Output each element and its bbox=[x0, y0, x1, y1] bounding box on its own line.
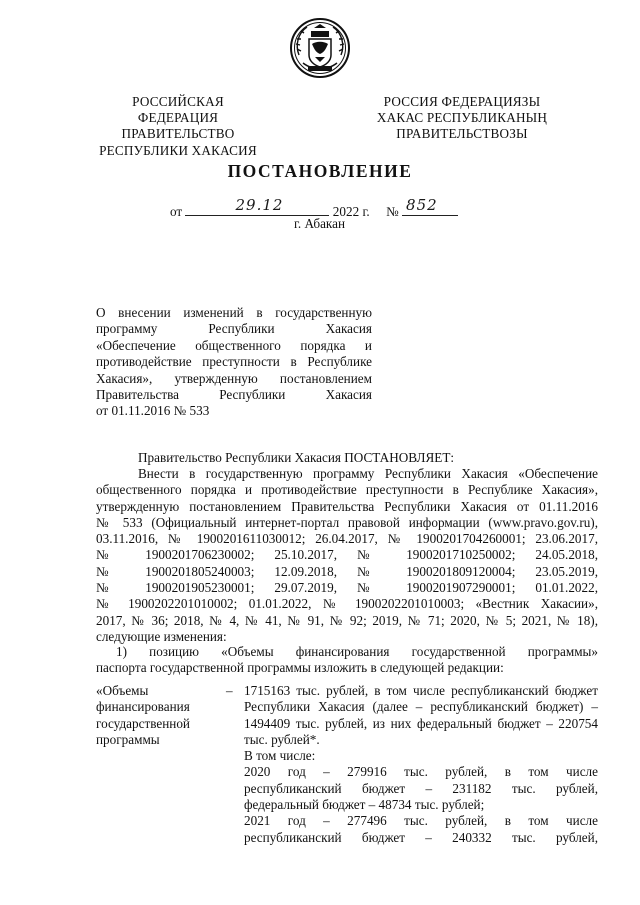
date-year: 2022 г. bbox=[332, 204, 370, 219]
table-value-line: 1494409 тыс. рублей, из них федеральный бюджет – 220754 bbox=[244, 715, 598, 731]
main-line: 2017, № 36; 2018, № 4, № 41, № 91, № 92; 2019, № 71; 2020, № 5; 2021, № 18), bbox=[96, 612, 598, 628]
table-label-cell bbox=[96, 683, 236, 748]
table-value-line: 2020 год – 279916 тыс. рублей, в том числе bbox=[244, 764, 598, 780]
item-paragraph bbox=[96, 644, 598, 677]
table-dash: – bbox=[226, 683, 233, 698]
item-line: паспорта государственной программы изложить в следующей редакции: bbox=[96, 660, 504, 676]
header-left-line: РОССИЙСКАЯ ФЕДЕРАЦИЯ bbox=[132, 94, 224, 126]
subject-line: Правительства Республики Хакасия bbox=[96, 387, 372, 403]
handwritten-date: 29.12 bbox=[235, 196, 284, 214]
table-value-line: федеральный бюджет – 48734 тыс. рублей; bbox=[244, 797, 485, 813]
table-value-cell bbox=[244, 683, 598, 846]
header-right-line: ХАКАС РЕСПУБЛИКАНЫҢ bbox=[376, 110, 548, 126]
header-left-line: РЕСПУБЛИКИ ХАКАСИЯ bbox=[99, 142, 257, 158]
subject-block bbox=[96, 305, 372, 420]
date-blank bbox=[185, 196, 329, 216]
table-label-line: финансирования bbox=[96, 699, 190, 715]
table-value-line: В том числе: bbox=[244, 748, 316, 764]
header-right-line: ПРАВИТЕЛЬСТВОЗЫ bbox=[396, 126, 528, 142]
main-line: № 533 (Официальный интернет-портал правовой информации (www.pravo.gov.ru), bbox=[96, 514, 598, 530]
number-blank bbox=[402, 196, 458, 216]
subject-line: Хакасия», утвержденную постановлением bbox=[96, 370, 372, 386]
subject-line: О внесении изменений в государственную bbox=[96, 305, 372, 320]
number-label: № bbox=[386, 204, 399, 219]
subject-line: от 01.11.2016 № 533 bbox=[96, 403, 210, 419]
main-paragraph bbox=[96, 466, 598, 645]
table-label-line: программы bbox=[96, 731, 160, 747]
main-line: утвержденную постановлением Правительства Республики Хакасия от 01.11.2016 bbox=[96, 498, 598, 514]
document-title: ПОСТАНОВЛЕНИЕ bbox=[227, 161, 413, 181]
table-label-line: «Объемы bbox=[96, 683, 149, 698]
subject-line: программу Республики Хакасия bbox=[96, 321, 372, 337]
table-value-line: республиканский бюджет – 231182 тыс. рублей, bbox=[244, 780, 598, 796]
city-name: г. Абакан bbox=[294, 216, 346, 231]
main-line: № 1900201805240003; 12.09.2018, № 1900201809120004; 23.05.2019, bbox=[96, 563, 598, 579]
header-right-block bbox=[376, 94, 548, 143]
table-value-line: тыс. рублей*. bbox=[244, 731, 320, 747]
subject-line: «Обеспечение общественного порядка и bbox=[96, 337, 372, 353]
date-prefix: от bbox=[170, 204, 183, 219]
header-right-line: РОССИЯ ФЕДЕРАЦИЯЗЫ bbox=[383, 94, 541, 109]
main-line: № 1900201706230002; 25.10.2017, № 1900201710250002; 24.05.2018, bbox=[96, 547, 598, 563]
header-left-line: ПРАВИТЕЛЬСТВО bbox=[121, 126, 235, 142]
republic-of-khakassia-coat-of-arms-icon bbox=[289, 17, 351, 79]
handwritten-number: 852 bbox=[406, 196, 438, 214]
item-line: 1) позицию «Объемы финансирования государственной программы» bbox=[116, 644, 598, 659]
main-line: Внести в государственную программу Республики Хакасия «Обеспечение bbox=[138, 466, 598, 481]
main-line: № 1900201905230001; 29.07.2019, № 1900201907290001; 01.01.2022, bbox=[96, 580, 598, 596]
main-line: 03.11.2016, № 1900201611030012; 26.04.2017, № 1900201704260001; 23.06.2017, bbox=[96, 531, 598, 547]
table-value-line: Республики Хакасия (далее – республиканский бюджет) – bbox=[244, 699, 598, 715]
header-left-block bbox=[92, 94, 264, 159]
table-value-line: 1715163 тыс. рублей, в том числе республиканский бюджет bbox=[244, 683, 598, 698]
table-value-line: 2021 год – 277496 тыс. рублей, в том числе bbox=[244, 813, 598, 829]
table-label-line: государственной bbox=[96, 715, 190, 731]
main-line: следующие изменения: bbox=[96, 628, 227, 644]
main-line: общественного порядка и противодействие преступности в Республике Хакасия», bbox=[96, 482, 598, 498]
subject-line: противодействие преступности в Республике bbox=[96, 354, 372, 370]
intro-paragraph: Правительство Республики Хакасия ПОСТАНОВЛЯЕТ: bbox=[138, 450, 455, 465]
main-line: № 1900202201010002; 01.01.2022, № 1900202201010003; «Вестник Хакасии», bbox=[96, 596, 598, 612]
table-value-line: республиканский бюджет – 240332 тыс. рублей, bbox=[244, 829, 598, 845]
